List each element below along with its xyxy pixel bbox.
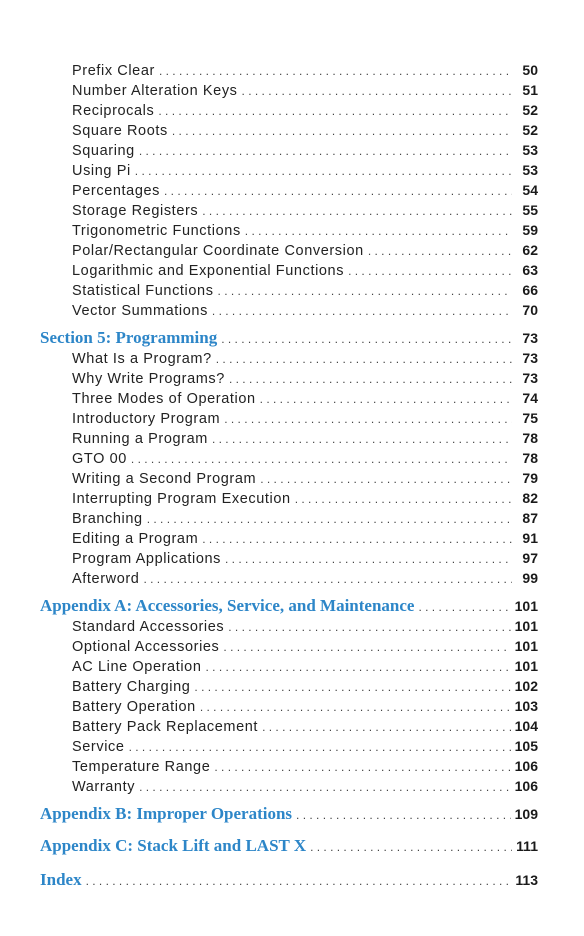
toc-entry[interactable] — [72, 778, 538, 795]
dot-leader — [212, 304, 512, 318]
toc-entry[interactable] — [72, 370, 538, 387]
entry-page-number: 62 — [522, 242, 538, 258]
entry-title: Square Roots — [72, 123, 168, 139]
entry-page-number: 102 — [514, 678, 538, 694]
toc-entry[interactable] — [72, 638, 538, 655]
dot-leader — [216, 352, 512, 366]
dot-leader — [172, 124, 512, 138]
dot-leader — [214, 760, 510, 774]
entry-page-number: 79 — [522, 470, 538, 486]
entry-title: Logarithmic and Exponential Functions — [72, 263, 345, 279]
toc-entry[interactable] — [72, 738, 538, 755]
toc-entry[interactable] — [72, 282, 538, 299]
entry-title: Why Write Programs? — [72, 371, 225, 387]
dot-leader — [206, 660, 511, 674]
dot-leader — [229, 372, 512, 386]
entry-page-number: 53 — [522, 142, 538, 158]
entry-title: Storage Registers — [72, 203, 199, 219]
toc-entry[interactable] — [72, 718, 538, 735]
entry-page-number: 101 — [514, 598, 538, 614]
dot-leader — [200, 700, 511, 714]
entry-title: Battery Charging — [72, 679, 191, 695]
entry-title: Service — [72, 739, 125, 755]
dot-leader — [159, 64, 512, 78]
entry-title: Interrupting Program Execution — [72, 491, 291, 507]
dot-leader — [129, 740, 511, 754]
dot-leader — [86, 874, 512, 888]
entry-page-number: 109 — [514, 806, 538, 822]
toc-entry[interactable] — [72, 142, 538, 159]
toc-entry[interactable] — [72, 530, 538, 547]
dot-leader — [295, 492, 512, 506]
entry-page-number: 103 — [514, 698, 538, 714]
dot-leader — [310, 840, 512, 854]
entry-title: Appendix A: Accessories, Service, and Maintenance — [40, 596, 415, 615]
toc-section-entry[interactable] — [40, 836, 538, 856]
entry-title: Running a Program — [72, 431, 208, 447]
toc-entry[interactable] — [72, 570, 538, 587]
entry-title: Afterword — [72, 571, 140, 587]
dot-leader — [158, 104, 512, 118]
toc-entry[interactable] — [72, 658, 538, 675]
dot-leader — [164, 184, 512, 198]
dot-leader — [135, 164, 512, 178]
dot-leader — [131, 452, 512, 466]
entry-title: Three Modes of Operation — [72, 391, 256, 407]
entry-title: Squaring — [72, 143, 135, 159]
toc-entry[interactable] — [72, 242, 538, 259]
toc-section-entry[interactable] — [40, 328, 538, 348]
entry-page-number: 113 — [515, 872, 538, 888]
entry-title: Index — [40, 870, 82, 889]
entry-title: Battery Pack Replacement — [72, 719, 259, 735]
entry-page-number: 97 — [522, 550, 538, 566]
toc-entry[interactable] — [72, 678, 538, 695]
toc-entry[interactable] — [72, 162, 538, 179]
entry-page-number: 74 — [522, 390, 538, 406]
entry-title: Trigonometric Functions — [72, 223, 241, 239]
dot-leader — [296, 808, 511, 822]
toc-entry[interactable] — [72, 262, 538, 279]
entry-page-number: 63 — [522, 262, 538, 278]
entry-title: Optional Accessories — [72, 639, 220, 655]
entry-title: AC Line Operation — [72, 659, 202, 675]
entry-title: Prefix Clear — [72, 63, 155, 79]
entry-page-number: 105 — [514, 738, 538, 754]
entry-page-number: 50 — [522, 62, 538, 78]
dot-leader — [242, 84, 512, 98]
dot-leader — [368, 244, 512, 258]
entry-title: Branching — [72, 511, 143, 527]
toc-entry[interactable] — [72, 222, 538, 239]
toc-entry[interactable] — [72, 302, 538, 319]
entry-title: Appendix C: Stack Lift and LAST X — [40, 836, 307, 855]
entry-title: Program Applications — [72, 551, 222, 567]
toc-entry[interactable] — [72, 430, 538, 447]
toc-section-entry[interactable] — [40, 596, 538, 616]
dot-leader — [212, 432, 512, 446]
entry-page-number: 73 — [522, 370, 538, 386]
dot-leader — [139, 780, 511, 794]
toc-entry[interactable] — [72, 698, 538, 715]
dot-leader — [223, 640, 510, 654]
entry-title: GTO 00 — [72, 451, 127, 467]
dot-leader — [202, 532, 512, 546]
entry-page-number: 55 — [522, 202, 538, 218]
toc-entry[interactable] — [72, 410, 538, 427]
entry-page-number: 70 — [522, 302, 538, 318]
entry-page-number: 91 — [522, 530, 538, 546]
entry-page-number: 75 — [522, 410, 538, 426]
entry-page-number: 106 — [514, 778, 538, 794]
toc-entry[interactable] — [72, 82, 538, 99]
entry-title: Temperature Range — [72, 759, 211, 775]
toc-entry[interactable] — [72, 390, 538, 407]
entry-page-number: 111 — [516, 838, 538, 854]
dot-leader — [202, 204, 512, 218]
dot-leader — [224, 412, 512, 426]
entry-page-number: 54 — [522, 182, 538, 198]
toc-section-entry[interactable] — [40, 804, 538, 824]
entry-title: Polar/Rectangular Coordinate Conversion — [72, 243, 364, 259]
toc-entry[interactable] — [72, 470, 538, 487]
dot-leader — [194, 680, 510, 694]
toc-entry[interactable] — [72, 62, 538, 79]
entry-title: Percentages — [72, 183, 161, 199]
entry-page-number: 99 — [522, 570, 538, 586]
entry-title: What Is a Program? — [72, 351, 212, 367]
dot-leader — [218, 284, 512, 298]
entry-title: Number Alteration Keys — [72, 83, 238, 99]
toc-entry[interactable] — [72, 758, 538, 775]
dot-leader — [245, 224, 512, 238]
entry-page-number: 73 — [522, 330, 538, 346]
entry-page-number: 82 — [522, 490, 538, 506]
entry-title: Statistical Functions — [72, 283, 214, 299]
dot-leader — [348, 264, 512, 278]
entry-title: Section 5: Programming — [40, 328, 218, 347]
entry-page-number: 87 — [522, 510, 538, 526]
dot-leader — [262, 720, 511, 734]
dot-leader — [260, 472, 512, 486]
entry-page-number: 101 — [514, 618, 538, 634]
toc-entry[interactable] — [72, 350, 538, 367]
entry-page-number: 104 — [514, 718, 538, 734]
entry-page-number: 52 — [522, 102, 538, 118]
dot-leader — [147, 512, 512, 526]
entry-title: Vector Summations — [72, 303, 208, 319]
entry-title: Writing a Second Program — [72, 471, 257, 487]
toc-entry[interactable] — [72, 550, 538, 567]
entry-title: Warranty — [72, 779, 136, 795]
toc-entry[interactable] — [72, 450, 538, 467]
toc-entry[interactable] — [72, 122, 538, 139]
entry-page-number: 53 — [522, 162, 538, 178]
entry-title: Standard Accessories — [72, 619, 225, 635]
entry-page-number: 101 — [514, 638, 538, 654]
entry-title: Battery Operation — [72, 699, 196, 715]
dot-leader — [418, 600, 510, 614]
dot-leader — [228, 620, 510, 634]
entry-page-number: 101 — [514, 658, 538, 674]
entry-page-number: 73 — [522, 350, 538, 366]
toc-entry[interactable] — [72, 102, 538, 119]
dot-leader — [225, 552, 512, 566]
entry-page-number: 51 — [522, 82, 538, 98]
entry-title: Using Pi — [72, 163, 131, 179]
entry-page-number: 66 — [522, 282, 538, 298]
entry-page-number: 78 — [522, 430, 538, 446]
toc-entry[interactable] — [72, 618, 538, 635]
entry-page-number: 59 — [522, 222, 538, 238]
dot-leader — [139, 144, 512, 158]
entry-page-number: 106 — [514, 758, 538, 774]
toc-entry[interactable] — [72, 510, 538, 527]
toc-entry[interactable] — [72, 202, 538, 219]
toc-section-entry[interactable] — [40, 870, 538, 890]
entry-title: Introductory Program — [72, 411, 221, 427]
toc-entry[interactable] — [72, 490, 538, 507]
dot-leader — [221, 332, 512, 346]
entry-page-number: 78 — [522, 450, 538, 466]
entry-title: Appendix B: Improper Operations — [40, 804, 293, 823]
entry-title: Editing a Program — [72, 531, 199, 547]
dot-leader — [260, 392, 512, 406]
entry-title: Reciprocals — [72, 103, 155, 119]
entry-page-number: 52 — [522, 122, 538, 138]
dot-leader — [143, 572, 512, 586]
toc-entry[interactable] — [72, 182, 538, 199]
